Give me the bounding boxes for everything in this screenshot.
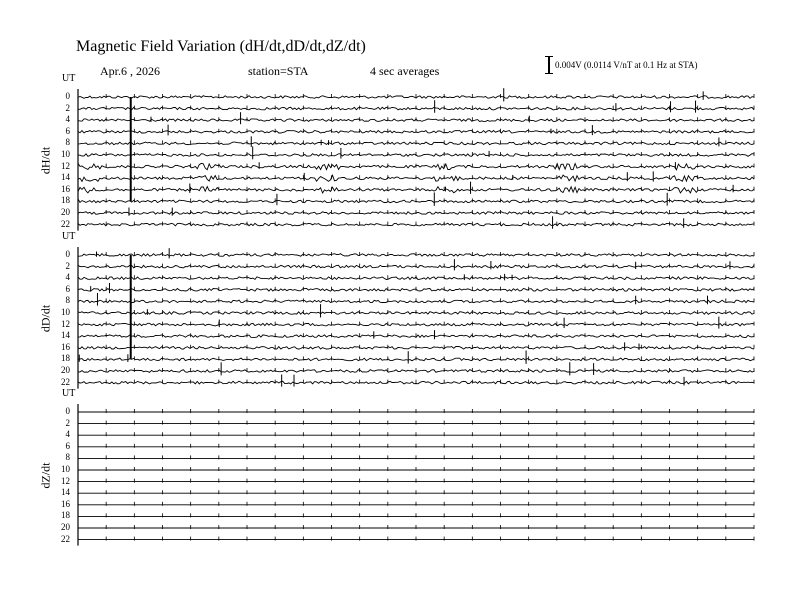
- row-label: 12: [61, 475, 70, 486]
- row-label: 2: [65, 260, 70, 271]
- row-label: 12: [61, 318, 70, 329]
- row-label: 22: [61, 376, 70, 387]
- row-label: 4: [65, 114, 70, 125]
- row-label: 22: [61, 533, 70, 544]
- row-label: 16: [61, 498, 70, 509]
- row-label: 20: [61, 365, 70, 375]
- row-label: 0: [65, 249, 70, 259]
- row-label: 8: [65, 137, 70, 148]
- row-label: 14: [61, 330, 70, 341]
- row-label: 14: [61, 172, 70, 183]
- panel-ylabel: dD/dt: [38, 304, 53, 332]
- row-label: 6: [65, 283, 70, 294]
- row-label: 18: [61, 195, 70, 206]
- row-label: 12: [61, 160, 70, 171]
- ut-label: UT: [62, 231, 76, 242]
- date-label: Apr.6 , 2026: [100, 64, 160, 78]
- panel-ylabel: dH/dt: [38, 146, 53, 174]
- ut-label: UT: [62, 388, 76, 399]
- row-label: 0: [65, 406, 70, 416]
- row-label: 16: [61, 183, 70, 194]
- row-label: 6: [65, 440, 70, 451]
- ut-label: UT: [62, 73, 76, 84]
- scale-note: 0.004V (0.0114 V/nT at 0.1 Hz at STA): [555, 60, 698, 70]
- row-label: 0: [65, 91, 70, 101]
- row-label: 18: [61, 510, 70, 521]
- row-label: 18: [61, 353, 70, 364]
- row-label: 4: [65, 429, 70, 440]
- row-label: 8: [65, 295, 70, 306]
- row-label: 20: [61, 522, 70, 532]
- row-label: 2: [65, 417, 70, 428]
- chart-title: Magnetic Field Variation (dH/dt,dD/dt,dZ/dt): [76, 38, 366, 55]
- station-label: station=STA: [248, 64, 309, 78]
- panel-ylabel: dZ/dt: [38, 462, 53, 489]
- row-label: 20: [61, 207, 70, 217]
- row-label: 8: [65, 452, 70, 463]
- row-label: 10: [61, 464, 70, 474]
- row-label: 14: [61, 487, 70, 498]
- averaging-label: 4 sec averages: [370, 64, 440, 78]
- row-label: 6: [65, 125, 70, 136]
- row-label: 16: [61, 341, 70, 352]
- row-label: 2: [65, 102, 70, 113]
- row-label: 10: [61, 149, 70, 159]
- row-label: 10: [61, 307, 70, 317]
- row-label: 22: [61, 218, 70, 229]
- row-label: 4: [65, 272, 70, 283]
